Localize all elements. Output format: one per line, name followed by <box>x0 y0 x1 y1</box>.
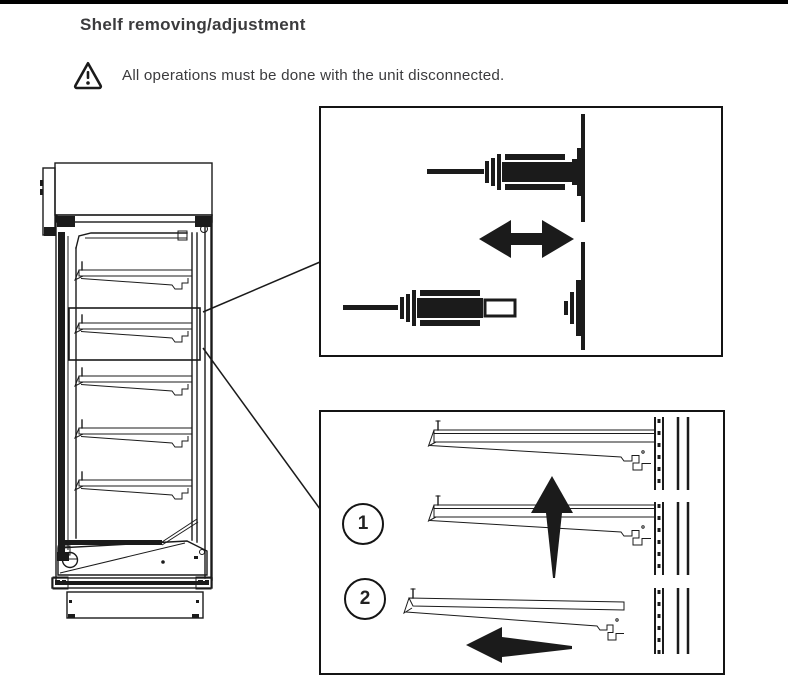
cabinet-canopy <box>55 163 212 215</box>
shelf-pin-attached <box>427 148 583 196</box>
shelf-bracket-row <box>75 262 192 499</box>
shelf-pin-detached <box>343 280 581 336</box>
warning-triangle-icon <box>72 60 104 90</box>
shelf-pin-diagram <box>321 108 721 355</box>
page-top-rule <box>0 0 788 4</box>
left-arrow-icon <box>466 627 572 663</box>
step-2-badge <box>344 578 386 620</box>
shelf-rail <box>655 417 688 654</box>
bracket-steps-panel <box>319 410 725 675</box>
step-1-number: 1 <box>357 513 369 534</box>
warning-text: All operations must be done with the unit disconnected. <box>122 67 505 84</box>
pin-detail-panel <box>319 106 723 357</box>
warning-note <box>72 58 712 92</box>
cabinet-diagram <box>35 150 227 630</box>
double-arrow-icon <box>479 220 574 258</box>
bracket-top <box>429 421 656 470</box>
highlighted-shelf-region <box>69 308 200 360</box>
bracket-detached <box>404 589 624 640</box>
page-title: Shelf removing/adjustment <box>80 15 306 34</box>
bracket-steps-diagram <box>321 412 721 671</box>
door-edge <box>58 232 65 552</box>
step-2-number: 2 <box>359 588 371 609</box>
step-1-badge <box>342 503 384 545</box>
cabinet-plinth <box>67 592 203 618</box>
